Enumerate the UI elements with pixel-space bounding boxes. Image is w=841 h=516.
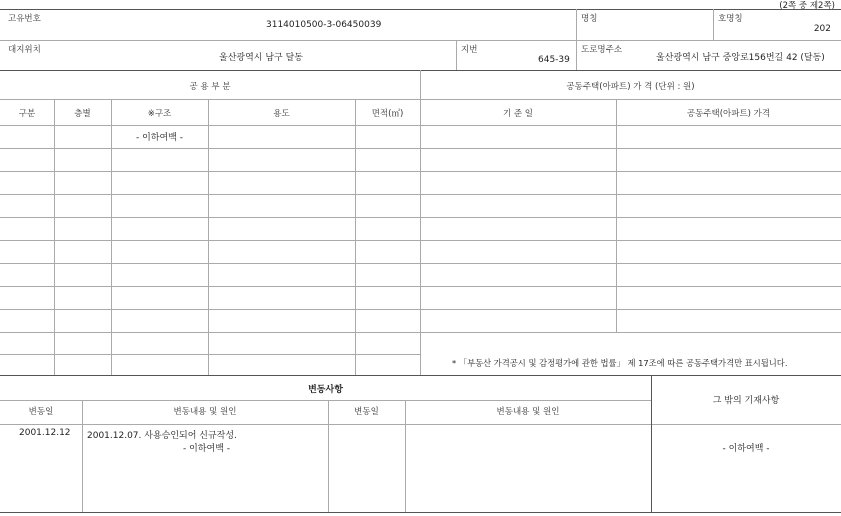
table-top-border bbox=[0, 9, 841, 10]
row-line bbox=[0, 286, 420, 287]
col-header-floor: 층별 bbox=[74, 109, 91, 119]
site-label: 대지위치 bbox=[8, 45, 41, 55]
row-line bbox=[0, 171, 420, 172]
row-line bbox=[420, 148, 841, 149]
col-header-price: 공동주택(아파트) 가격 bbox=[686, 109, 771, 119]
table-bottom-border bbox=[0, 512, 841, 513]
change-entry-content: 2001.12.07. 사용승인되어 신규작성. bbox=[87, 431, 237, 441]
row-line bbox=[420, 217, 841, 218]
other-notes-note: - 이하여백 - bbox=[722, 444, 770, 454]
row-line bbox=[0, 148, 420, 149]
changes-title: 변동사항 bbox=[308, 385, 343, 395]
col-line bbox=[576, 9, 577, 40]
row-line bbox=[0, 332, 420, 333]
road-address-label: 도로명주소 bbox=[581, 45, 623, 55]
other-notes-title: 그 밖의 기재사항 bbox=[712, 396, 780, 406]
row-line bbox=[651, 424, 841, 425]
changes-col-content2: 변동내용 및 원인 bbox=[496, 407, 560, 417]
change-entry-date: 2001.12.12 bbox=[19, 428, 71, 438]
col-header-usage: 용도 bbox=[273, 109, 290, 119]
col-header-structure: ※구조 bbox=[147, 109, 172, 119]
row-line bbox=[420, 309, 841, 310]
changes-top-border bbox=[0, 375, 841, 376]
row-line bbox=[0, 240, 420, 241]
col-header-category: 구분 bbox=[18, 109, 36, 119]
col-line bbox=[616, 99, 617, 332]
col-line bbox=[355, 99, 356, 375]
row-line bbox=[0, 194, 420, 195]
col-line bbox=[54, 99, 55, 375]
row-line bbox=[420, 263, 841, 264]
unit-label: 호명칭 bbox=[718, 14, 743, 24]
lot-value: 645-39 bbox=[538, 55, 570, 65]
row-line bbox=[0, 354, 420, 355]
name-label: 명칭 bbox=[581, 14, 598, 24]
col-header-area: 면적(㎡) bbox=[371, 109, 404, 119]
lot-label: 지번 bbox=[461, 45, 478, 55]
unique-no-value: 3114010500-3-06450039 bbox=[266, 20, 382, 30]
row-line bbox=[0, 217, 420, 218]
row-line bbox=[0, 400, 651, 401]
header-divider bbox=[0, 40, 841, 41]
row-line bbox=[0, 309, 420, 310]
col-line bbox=[576, 40, 577, 70]
common-section-title: 공 용 부 분 bbox=[189, 82, 231, 92]
col-header-base-date: 기 준 일 bbox=[502, 109, 534, 119]
page-indicator: (2쪽 중 제2쪽) bbox=[779, 1, 835, 11]
road-address-value: 울산광역시 남구 중앙로156번길 42 (달동) bbox=[656, 53, 825, 63]
changes-col-date: 변동일 bbox=[28, 407, 54, 417]
row-line bbox=[420, 194, 841, 195]
changes-col-content: 변동내용 및 원인 bbox=[173, 407, 237, 417]
changes-col-date2: 변동일 bbox=[354, 407, 379, 417]
col-line bbox=[713, 9, 714, 40]
col-line bbox=[208, 99, 209, 375]
common-section-note: - 이하여백 - bbox=[136, 133, 183, 143]
change-entry-note: - 이하여백 - bbox=[183, 444, 230, 454]
col-line bbox=[456, 40, 457, 70]
price-section-title: 공동주택(아파트) 가 격 (단위 : 원) bbox=[566, 82, 695, 92]
row-line bbox=[0, 424, 651, 425]
row-line bbox=[420, 171, 841, 172]
price-footnote: * 「부동산 가격공시 및 감정평가에 관한 법률」 제 17조에 따른 공동주택가격만 표시됩니다. bbox=[452, 358, 788, 368]
unit-value: 202 bbox=[813, 24, 831, 34]
row-line bbox=[0, 263, 420, 264]
site-value: 울산광역시 남구 달동 bbox=[219, 53, 303, 63]
row-line bbox=[420, 332, 841, 333]
row-line bbox=[420, 286, 841, 287]
row-line bbox=[420, 240, 841, 241]
unique-no-label: 고유번호 bbox=[8, 14, 41, 24]
